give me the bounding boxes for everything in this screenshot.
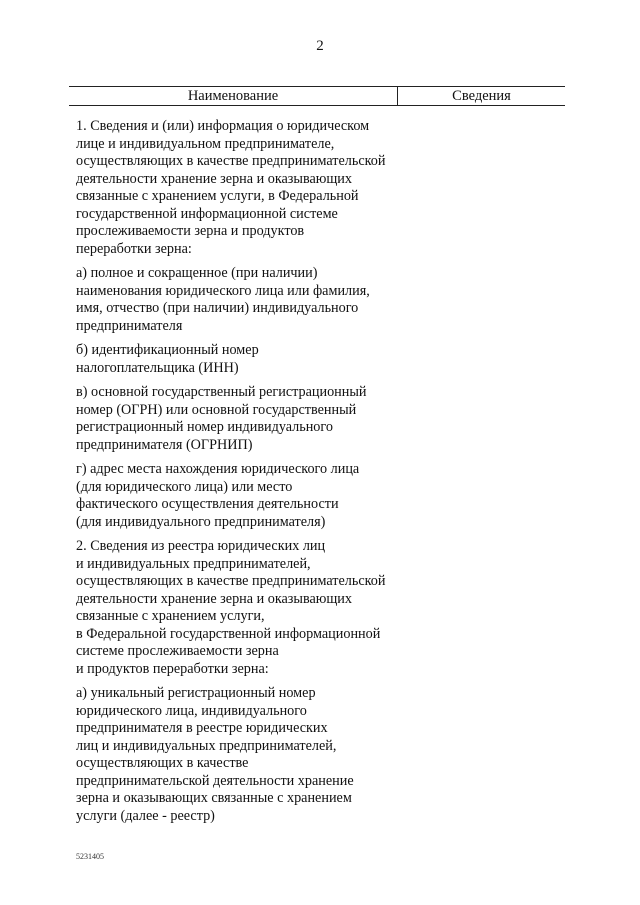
text-line: б) идентификационный номер [76,342,259,358]
text-line: связанные с хранением услуги, в Федеральной [76,188,359,204]
text-line: 2. Сведения из реестра юридических лиц [76,538,326,554]
text-line: зерна и оказывающих связанные с хранением [76,790,352,806]
text-line: осуществляющих в качестве предпринимательской [76,573,386,589]
text-line: фактического осуществления деятельности [76,496,339,512]
text-line: г) адрес места нахождения юридического лица [76,461,360,477]
document-content [76,118,416,832]
text-line: связанные с хранением услуги, [76,608,265,624]
text-line: лиц и индивидуальных предпринимателей, [76,737,337,754]
text-line: прослеживаемости зерна и продуктов [76,223,305,239]
text-line: а) уникальный регистрационный номер [76,685,316,701]
text-line: осуществляющих в качестве [76,755,249,771]
table-header [69,86,565,106]
text-line: предпринимателя (ОГРНИП) [76,436,253,453]
paragraph-1b [76,342,416,377]
text-line: юридического лица, индивидуального [76,702,307,719]
paragraph-2 [76,538,416,678]
text-line: и индивидуальных предпринимателей, [76,555,311,572]
page-number: 2 [316,38,324,54]
text-line: налогоплательщика (ИНН) [76,359,239,376]
text-line: и продуктов переработки зерна: [76,660,269,677]
text-line: системе прослеживаемости зерна [76,643,279,659]
text-line: в Федеральной государственной информационной [76,625,381,642]
text-line: государственной информационной системе [76,205,338,222]
paragraph-1 [76,118,416,258]
text-line: предпринимателя в реестре юридических [76,720,328,736]
paragraph-1d [76,461,416,531]
paragraph-1c [76,384,416,454]
text-line: (для индивидуального предпринимателя) [76,513,326,530]
column-header-info: Сведения [452,88,511,104]
text-line: регистрационный номер индивидуального [76,419,333,435]
text-line: деятельности хранение зерна и оказывающих [76,590,352,607]
document-code: 5231405 [76,852,104,861]
text-line: осуществляющих в качестве предпринимательской [76,153,386,169]
text-line: лице и индивидуальном предпринимателе, [76,135,335,152]
text-line: переработки зерна: [76,240,192,257]
text-line: предпринимательской деятельности хранение [76,772,354,789]
paragraph-1a [76,265,416,335]
text-line: 1. Сведения и (или) информация о юридическом [76,118,370,134]
text-line: в) основной государственный регистрационный [76,384,367,400]
text-line: услуги (далее - реестр) [76,807,215,824]
text-line: (для юридического лица) или место [76,478,293,495]
text-line: а) полное и сокращенное (при наличии) [76,265,318,281]
text-line: имя, отчество (при наличии) индивидуального [76,300,359,316]
paragraph-2a [76,685,416,825]
column-header-name: Наименование [187,88,279,104]
text-line: наименования юридического лица или фамилия, [76,282,370,299]
text-line: номер (ОГРН) или основной государственный [76,401,357,418]
text-line: деятельности хранение зерна и оказывающих [76,170,352,187]
text-line: предпринимателя [76,317,183,334]
